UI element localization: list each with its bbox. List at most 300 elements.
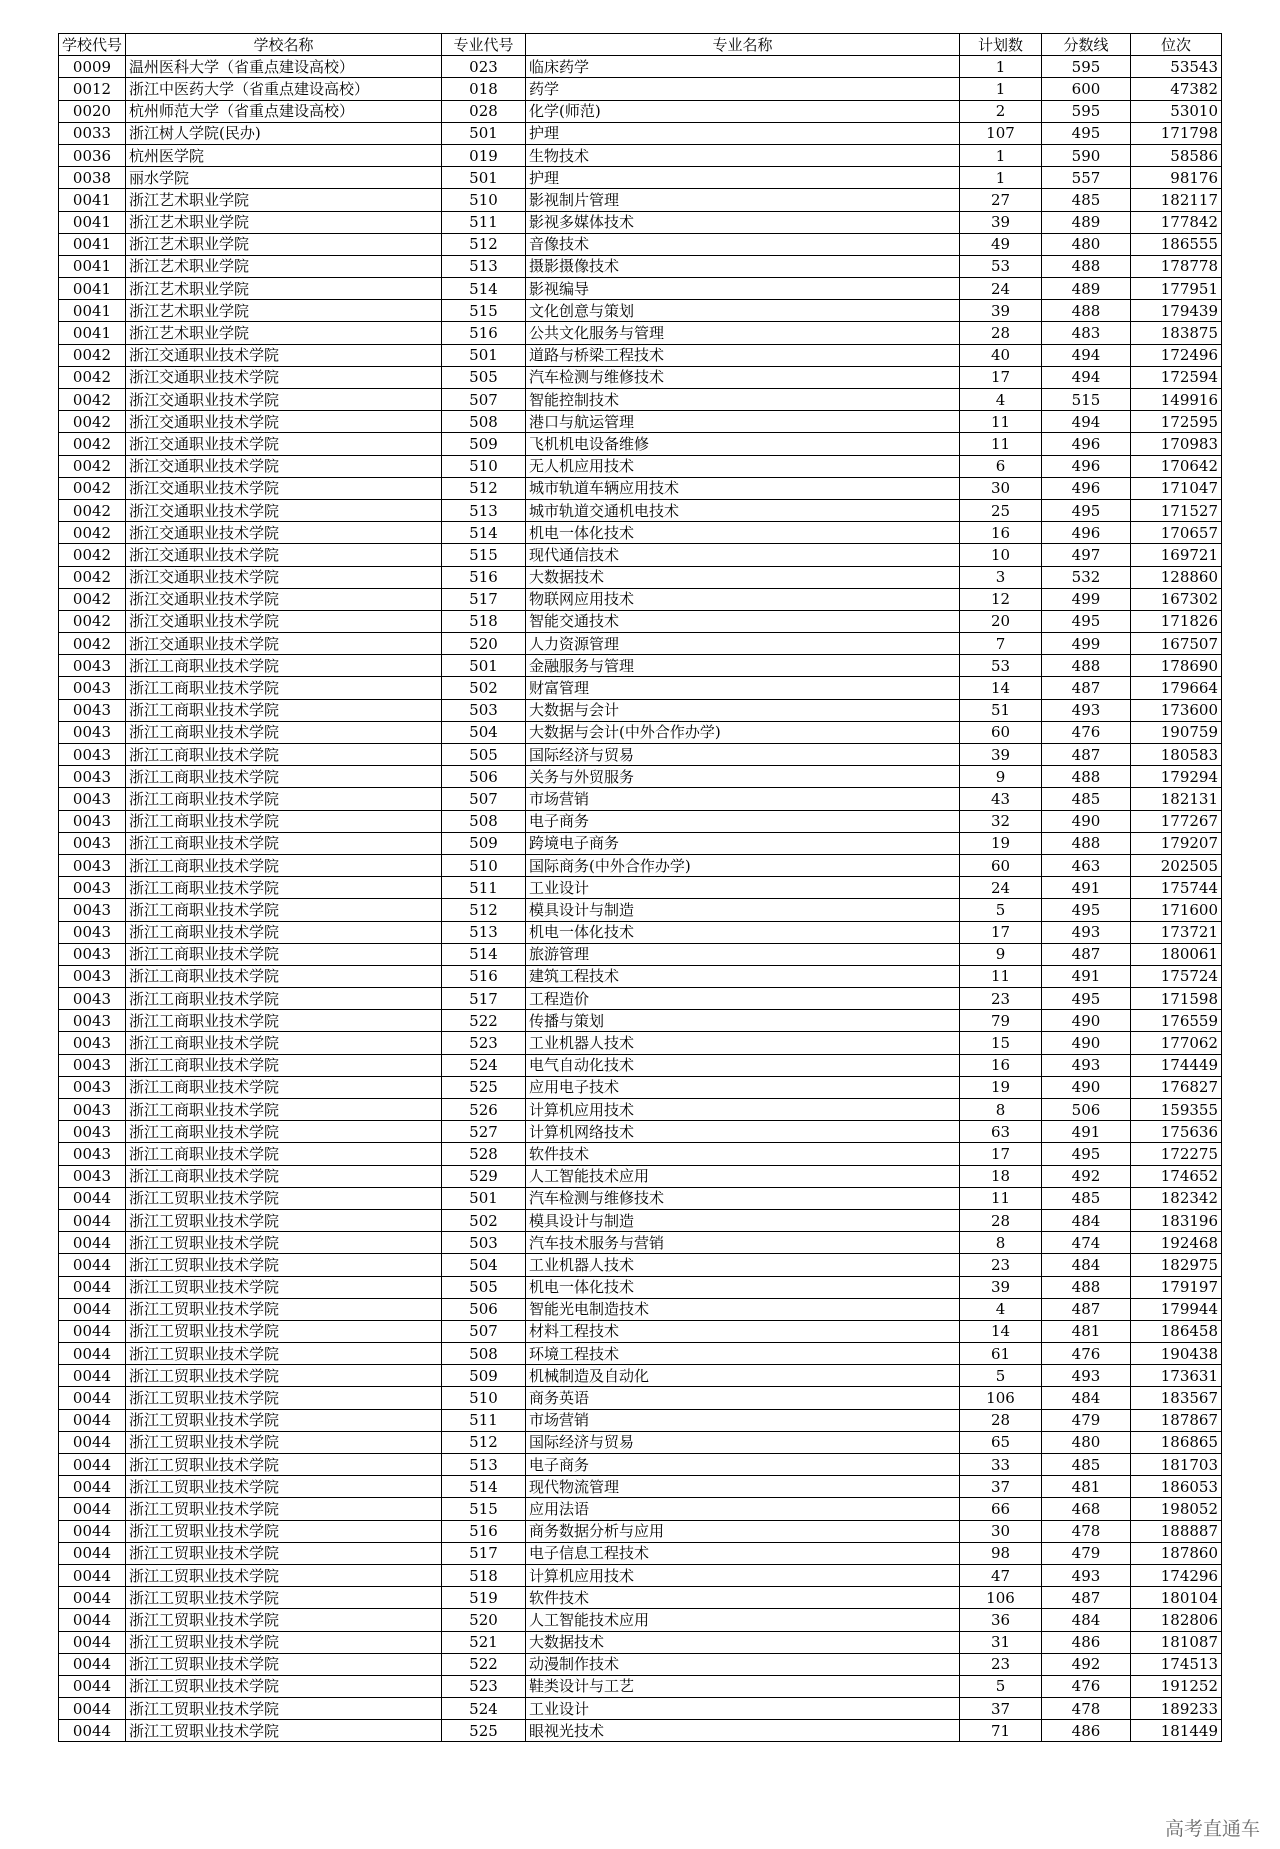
cell-major-code: 524 xyxy=(442,1054,526,1076)
table-row xyxy=(59,1698,1222,1720)
table-row xyxy=(59,1232,1222,1254)
cell-plan-count: 71 xyxy=(960,1720,1042,1742)
cell-rank: 47382 xyxy=(1131,78,1222,100)
table-row xyxy=(59,56,1222,78)
cell-plan-count: 63 xyxy=(960,1121,1042,1143)
table-row xyxy=(59,278,1222,300)
cell-plan-count: 11 xyxy=(960,1187,1042,1209)
cell-school-name: 浙江工商职业技术学院 xyxy=(126,677,442,699)
cell-rank: 172496 xyxy=(1131,344,1222,366)
cell-major-code: 529 xyxy=(442,1165,526,1187)
cell-score-line: 484 xyxy=(1042,1387,1131,1409)
cell-score-line: 557 xyxy=(1042,167,1131,189)
cell-school-name: 浙江工商职业技术学院 xyxy=(126,921,442,943)
cell-rank: 171527 xyxy=(1131,499,1222,521)
cell-plan-count: 1 xyxy=(960,56,1042,78)
cell-score-line: 487 xyxy=(1042,744,1131,766)
table-row xyxy=(59,1631,1222,1653)
cell-major-code: 515 xyxy=(442,1498,526,1520)
cell-major-name: 大数据与会计 xyxy=(526,699,960,721)
cell-major-name: 影视制片管理 xyxy=(526,189,960,211)
cell-major-code: 513 xyxy=(442,255,526,277)
cell-score-line: 479 xyxy=(1042,1409,1131,1431)
cell-plan-count: 60 xyxy=(960,721,1042,743)
cell-plan-count: 106 xyxy=(960,1387,1042,1409)
cell-plan-count: 65 xyxy=(960,1431,1042,1453)
cell-score-line: 481 xyxy=(1042,1320,1131,1342)
cell-major-code: 504 xyxy=(442,1254,526,1276)
cell-plan-count: 17 xyxy=(960,1143,1042,1165)
cell-score-line: 496 xyxy=(1042,455,1131,477)
cell-score-line: 494 xyxy=(1042,411,1131,433)
cell-plan-count: 2 xyxy=(960,100,1042,122)
cell-score-line: 532 xyxy=(1042,566,1131,588)
cell-school-name: 浙江工贸职业技术学院 xyxy=(126,1298,442,1320)
cell-school-code: 0033 xyxy=(59,122,126,144)
cell-major-code: 505 xyxy=(442,366,526,388)
cell-score-line: 493 xyxy=(1042,921,1131,943)
cell-rank: 179207 xyxy=(1131,832,1222,854)
cell-school-code: 0042 xyxy=(59,633,126,655)
cell-plan-count: 106 xyxy=(960,1587,1042,1609)
cell-plan-count: 53 xyxy=(960,255,1042,277)
cell-plan-count: 107 xyxy=(960,122,1042,144)
cell-major-name: 人工智能技术应用 xyxy=(526,1165,960,1187)
cell-score-line: 488 xyxy=(1042,300,1131,322)
cell-major-name: 人力资源管理 xyxy=(526,633,960,655)
cell-score-line: 495 xyxy=(1042,899,1131,921)
cell-major-code: 515 xyxy=(442,544,526,566)
cell-major-name: 财富管理 xyxy=(526,677,960,699)
cell-school-name: 浙江工商职业技术学院 xyxy=(126,721,442,743)
cell-major-code: 508 xyxy=(442,810,526,832)
cell-major-code: 503 xyxy=(442,699,526,721)
cell-major-name: 工程造价 xyxy=(526,988,960,1010)
cell-plan-count: 3 xyxy=(960,566,1042,588)
cell-plan-count: 17 xyxy=(960,921,1042,943)
cell-major-code: 516 xyxy=(442,1520,526,1542)
table-header xyxy=(59,34,1222,56)
cell-major-name: 大数据与会计(中外合作办学) xyxy=(526,721,960,743)
cell-major-name: 智能光电制造技术 xyxy=(526,1298,960,1320)
table-row xyxy=(59,1675,1222,1697)
cell-major-name: 应用电子技术 xyxy=(526,1076,960,1098)
cell-school-code: 0044 xyxy=(59,1520,126,1542)
cell-rank: 181449 xyxy=(1131,1720,1222,1742)
cell-rank: 186053 xyxy=(1131,1476,1222,1498)
cell-school-code: 0043 xyxy=(59,1099,126,1121)
cell-major-name: 跨境电子商务 xyxy=(526,832,960,854)
cell-rank: 180583 xyxy=(1131,744,1222,766)
cell-rank: 187867 xyxy=(1131,1409,1222,1431)
cell-score-line: 595 xyxy=(1042,100,1131,122)
cell-school-code: 0042 xyxy=(59,411,126,433)
table-row xyxy=(59,1454,1222,1476)
cell-major-code: 507 xyxy=(442,1320,526,1342)
table-row xyxy=(59,1609,1222,1631)
cell-major-code: 522 xyxy=(442,1010,526,1032)
cell-plan-count: 36 xyxy=(960,1609,1042,1631)
cell-rank: 190759 xyxy=(1131,721,1222,743)
cell-rank: 53010 xyxy=(1131,100,1222,122)
cell-major-name: 商务英语 xyxy=(526,1387,960,1409)
cell-school-code: 0043 xyxy=(59,744,126,766)
cell-school-code: 0042 xyxy=(59,499,126,521)
cell-score-line: 488 xyxy=(1042,255,1131,277)
cell-rank: 177267 xyxy=(1131,810,1222,832)
cell-score-line: 484 xyxy=(1042,1209,1131,1231)
cell-school-name: 浙江工商职业技术学院 xyxy=(126,699,442,721)
cell-major-code: 510 xyxy=(442,1387,526,1409)
cell-plan-count: 39 xyxy=(960,744,1042,766)
cell-major-name: 工业机器人技术 xyxy=(526,1032,960,1054)
cell-school-name: 浙江交通职业技术学院 xyxy=(126,477,442,499)
cell-rank: 177951 xyxy=(1131,278,1222,300)
cell-rank: 179439 xyxy=(1131,300,1222,322)
table-row xyxy=(59,1209,1222,1231)
cell-rank: 192468 xyxy=(1131,1232,1222,1254)
cell-rank: 187860 xyxy=(1131,1542,1222,1564)
cell-rank: 181087 xyxy=(1131,1631,1222,1653)
cell-school-code: 0043 xyxy=(59,1165,126,1187)
cell-school-code: 0042 xyxy=(59,433,126,455)
cell-school-name: 浙江交通职业技术学院 xyxy=(126,588,442,610)
cell-school-code: 0043 xyxy=(59,965,126,987)
cell-major-name: 化学(师范) xyxy=(526,100,960,122)
cell-school-name: 浙江工商职业技术学院 xyxy=(126,1010,442,1032)
cell-major-code: 513 xyxy=(442,1454,526,1476)
cell-school-code: 0044 xyxy=(59,1409,126,1431)
cell-major-name: 大数据技术 xyxy=(526,566,960,588)
cell-score-line: 480 xyxy=(1042,1431,1131,1453)
table-row xyxy=(59,167,1222,189)
cell-school-name: 浙江工商职业技术学院 xyxy=(126,766,442,788)
cell-school-code: 0044 xyxy=(59,1431,126,1453)
cell-rank: 171047 xyxy=(1131,477,1222,499)
cell-score-line: 492 xyxy=(1042,1653,1131,1675)
cell-plan-count: 39 xyxy=(960,300,1042,322)
cell-plan-count: 33 xyxy=(960,1454,1042,1476)
cell-score-line: 493 xyxy=(1042,1054,1131,1076)
cell-rank: 174296 xyxy=(1131,1564,1222,1586)
cell-school-name: 浙江工贸职业技术学院 xyxy=(126,1564,442,1586)
cell-major-code: 506 xyxy=(442,1298,526,1320)
cell-score-line: 494 xyxy=(1042,366,1131,388)
cell-rank: 176827 xyxy=(1131,1076,1222,1098)
cell-rank: 178690 xyxy=(1131,655,1222,677)
cell-score-line: 487 xyxy=(1042,1587,1131,1609)
cell-school-name: 丽水学院 xyxy=(126,167,442,189)
cell-major-code: 514 xyxy=(442,1476,526,1498)
table-row xyxy=(59,655,1222,677)
cell-major-name: 影视多媒体技术 xyxy=(526,211,960,233)
cell-plan-count: 60 xyxy=(960,854,1042,876)
cell-plan-count: 28 xyxy=(960,1409,1042,1431)
cell-major-code: 501 xyxy=(442,167,526,189)
cell-rank: 183875 xyxy=(1131,322,1222,344)
cell-plan-count: 24 xyxy=(960,278,1042,300)
cell-school-code: 0044 xyxy=(59,1542,126,1564)
cell-school-code: 0042 xyxy=(59,455,126,477)
header-rank: 位次 xyxy=(1131,34,1222,56)
cell-rank: 171826 xyxy=(1131,610,1222,632)
cell-plan-count: 5 xyxy=(960,899,1042,921)
cell-plan-count: 17 xyxy=(960,366,1042,388)
cell-major-name: 智能控制技术 xyxy=(526,389,960,411)
cell-major-name: 机电一体化技术 xyxy=(526,522,960,544)
cell-major-code: 019 xyxy=(442,144,526,166)
cell-score-line: 490 xyxy=(1042,1010,1131,1032)
cell-plan-count: 14 xyxy=(960,677,1042,699)
cell-major-name: 计算机应用技术 xyxy=(526,1564,960,1586)
cell-score-line: 468 xyxy=(1042,1498,1131,1520)
cell-plan-count: 23 xyxy=(960,1254,1042,1276)
cell-score-line: 484 xyxy=(1042,1609,1131,1631)
cell-major-name: 电子商务 xyxy=(526,1454,960,1476)
cell-major-code: 512 xyxy=(442,899,526,921)
cell-major-name: 机械制造及自动化 xyxy=(526,1365,960,1387)
cell-school-code: 0041 xyxy=(59,322,126,344)
table-row xyxy=(59,1143,1222,1165)
cell-score-line: 484 xyxy=(1042,1254,1131,1276)
table-row xyxy=(59,1121,1222,1143)
cell-score-line: 506 xyxy=(1042,1099,1131,1121)
cell-score-line: 491 xyxy=(1042,965,1131,987)
cell-major-code: 513 xyxy=(442,921,526,943)
cell-school-code: 0043 xyxy=(59,699,126,721)
cell-school-name: 浙江工商职业技术学院 xyxy=(126,877,442,899)
table-row xyxy=(59,1032,1222,1054)
cell-major-code: 501 xyxy=(442,122,526,144)
cell-major-code: 501 xyxy=(442,1187,526,1209)
cell-score-line: 478 xyxy=(1042,1520,1131,1542)
header-row xyxy=(59,34,1222,56)
cell-rank: 159355 xyxy=(1131,1099,1222,1121)
cell-score-line: 485 xyxy=(1042,189,1131,211)
table-row xyxy=(59,100,1222,122)
cell-school-name: 浙江工贸职业技术学院 xyxy=(126,1254,442,1276)
cell-school-name: 浙江工商职业技术学院 xyxy=(126,655,442,677)
cell-score-line: 495 xyxy=(1042,122,1131,144)
table-row xyxy=(59,144,1222,166)
cell-rank: 176559 xyxy=(1131,1010,1222,1032)
cell-school-code: 0043 xyxy=(59,788,126,810)
cell-major-name: 工业设计 xyxy=(526,1698,960,1720)
cell-major-name: 电气自动化技术 xyxy=(526,1054,960,1076)
table-row xyxy=(59,189,1222,211)
cell-score-line: 515 xyxy=(1042,389,1131,411)
watermark-text: 高考直通车 xyxy=(1164,1818,1260,1840)
table-row xyxy=(59,411,1222,433)
cell-school-code: 0044 xyxy=(59,1254,126,1276)
cell-major-name: 汽车检测与维修技术 xyxy=(526,1187,960,1209)
cell-major-code: 510 xyxy=(442,189,526,211)
cell-plan-count: 40 xyxy=(960,344,1042,366)
cell-plan-count: 16 xyxy=(960,1054,1042,1076)
cell-school-code: 0043 xyxy=(59,943,126,965)
cell-major-code: 506 xyxy=(442,766,526,788)
cell-school-code: 0043 xyxy=(59,877,126,899)
cell-school-name: 浙江工贸职业技术学院 xyxy=(126,1587,442,1609)
cell-major-code: 514 xyxy=(442,278,526,300)
table-row xyxy=(59,344,1222,366)
cell-plan-count: 15 xyxy=(960,1032,1042,1054)
cell-major-code: 520 xyxy=(442,1609,526,1631)
cell-school-name: 浙江工贸职业技术学院 xyxy=(126,1698,442,1720)
cell-school-code: 0044 xyxy=(59,1187,126,1209)
cell-school-code: 0043 xyxy=(59,854,126,876)
cell-school-name: 浙江工商职业技术学院 xyxy=(126,965,442,987)
cell-major-code: 511 xyxy=(442,211,526,233)
cell-major-code: 517 xyxy=(442,588,526,610)
cell-score-line: 590 xyxy=(1042,144,1131,166)
cell-plan-count: 23 xyxy=(960,988,1042,1010)
cell-rank: 175724 xyxy=(1131,965,1222,987)
cell-major-name: 智能交通技术 xyxy=(526,610,960,632)
cell-major-code: 517 xyxy=(442,1542,526,1564)
cell-school-name: 浙江工贸职业技术学院 xyxy=(126,1409,442,1431)
cell-plan-count: 66 xyxy=(960,1498,1042,1520)
cell-major-name: 电子信息工程技术 xyxy=(526,1542,960,1564)
table-row xyxy=(59,1276,1222,1298)
cell-major-code: 508 xyxy=(442,1343,526,1365)
table-body xyxy=(59,56,1222,1742)
cell-rank: 173721 xyxy=(1131,921,1222,943)
cell-major-code: 028 xyxy=(442,100,526,122)
cell-major-code: 515 xyxy=(442,300,526,322)
cell-score-line: 479 xyxy=(1042,1542,1131,1564)
cell-rank: 174449 xyxy=(1131,1054,1222,1076)
cell-school-name: 浙江工商职业技术学院 xyxy=(126,744,442,766)
cell-rank: 179294 xyxy=(1131,766,1222,788)
cell-major-name: 人工智能技术应用 xyxy=(526,1609,960,1631)
cell-school-name: 浙江工贸职业技术学院 xyxy=(126,1320,442,1342)
cell-school-name: 浙江交通职业技术学院 xyxy=(126,389,442,411)
cell-school-code: 0044 xyxy=(59,1454,126,1476)
cell-school-name: 浙江工贸职业技术学院 xyxy=(126,1431,442,1453)
cell-major-name: 动漫制作技术 xyxy=(526,1653,960,1675)
header-plan-count: 计划数 xyxy=(960,34,1042,56)
cell-plan-count: 1 xyxy=(960,144,1042,166)
cell-school-code: 0043 xyxy=(59,1143,126,1165)
cell-school-code: 0044 xyxy=(59,1365,126,1387)
cell-major-code: 505 xyxy=(442,744,526,766)
cell-rank: 190438 xyxy=(1131,1343,1222,1365)
cell-rank: 177842 xyxy=(1131,211,1222,233)
cell-rank: 170642 xyxy=(1131,455,1222,477)
cell-plan-count: 11 xyxy=(960,411,1042,433)
cell-school-code: 0041 xyxy=(59,255,126,277)
table-row xyxy=(59,544,1222,566)
header-school-name: 学校名称 xyxy=(126,34,442,56)
cell-major-code: 512 xyxy=(442,233,526,255)
table-row xyxy=(59,522,1222,544)
cell-plan-count: 19 xyxy=(960,1076,1042,1098)
cell-school-name: 浙江交通职业技术学院 xyxy=(126,566,442,588)
cell-plan-count: 25 xyxy=(960,499,1042,521)
cell-school-name: 浙江艺术职业学院 xyxy=(126,211,442,233)
table-row xyxy=(59,588,1222,610)
header-school-code: 学校代号 xyxy=(59,34,126,56)
cell-plan-count: 7 xyxy=(960,633,1042,655)
table-row xyxy=(59,965,1222,987)
table-row xyxy=(59,1010,1222,1032)
cell-plan-count: 9 xyxy=(960,943,1042,965)
table-row xyxy=(59,1365,1222,1387)
cell-plan-count: 32 xyxy=(960,810,1042,832)
cell-school-name: 浙江交通职业技术学院 xyxy=(126,522,442,544)
cell-major-code: 516 xyxy=(442,322,526,344)
table-row xyxy=(59,766,1222,788)
cell-major-name: 大数据技术 xyxy=(526,1631,960,1653)
cell-score-line: 491 xyxy=(1042,1121,1131,1143)
cell-major-code: 505 xyxy=(442,1276,526,1298)
cell-major-name: 关务与外贸服务 xyxy=(526,766,960,788)
cell-school-name: 浙江工贸职业技术学院 xyxy=(126,1720,442,1742)
cell-major-name: 旅游管理 xyxy=(526,943,960,965)
cell-school-name: 浙江交通职业技术学院 xyxy=(126,411,442,433)
cell-school-name: 浙江工商职业技术学院 xyxy=(126,788,442,810)
cell-school-name: 浙江交通职业技术学院 xyxy=(126,610,442,632)
cell-school-name: 浙江艺术职业学院 xyxy=(126,322,442,344)
cell-score-line: 474 xyxy=(1042,1232,1131,1254)
cell-major-name: 模具设计与制造 xyxy=(526,899,960,921)
cell-plan-count: 4 xyxy=(960,389,1042,411)
cell-plan-count: 23 xyxy=(960,1653,1042,1675)
cell-score-line: 463 xyxy=(1042,854,1131,876)
table-row xyxy=(59,1564,1222,1586)
table-row xyxy=(59,1254,1222,1276)
cell-plan-count: 30 xyxy=(960,477,1042,499)
cell-major-name: 应用法语 xyxy=(526,1498,960,1520)
cell-school-name: 浙江工贸职业技术学院 xyxy=(126,1542,442,1564)
cell-school-code: 0044 xyxy=(59,1387,126,1409)
cell-major-code: 507 xyxy=(442,788,526,810)
cell-major-name: 鞋类设计与工艺 xyxy=(526,1675,960,1697)
cell-plan-count: 28 xyxy=(960,322,1042,344)
cell-school-code: 0041 xyxy=(59,300,126,322)
cell-school-name: 浙江工商职业技术学院 xyxy=(126,1076,442,1098)
cell-major-name: 机电一体化技术 xyxy=(526,1276,960,1298)
cell-school-code: 0044 xyxy=(59,1631,126,1653)
cell-major-name: 传播与策划 xyxy=(526,1010,960,1032)
cell-plan-count: 53 xyxy=(960,655,1042,677)
table-row xyxy=(59,677,1222,699)
cell-score-line: 495 xyxy=(1042,499,1131,521)
cell-school-code: 0042 xyxy=(59,366,126,388)
cell-major-name: 计算机应用技术 xyxy=(526,1099,960,1121)
cell-major-name: 模具设计与制造 xyxy=(526,1209,960,1231)
cell-score-line: 478 xyxy=(1042,1698,1131,1720)
cell-rank: 167507 xyxy=(1131,633,1222,655)
cell-major-code: 502 xyxy=(442,677,526,699)
cell-rank: 182342 xyxy=(1131,1187,1222,1209)
cell-school-name: 浙江工商职业技术学院 xyxy=(126,1143,442,1165)
table-row xyxy=(59,1343,1222,1365)
cell-score-line: 496 xyxy=(1042,522,1131,544)
cell-school-name: 浙江工贸职业技术学院 xyxy=(126,1187,442,1209)
cell-school-code: 0043 xyxy=(59,921,126,943)
cell-school-code: 0043 xyxy=(59,1032,126,1054)
cell-school-name: 浙江交通职业技术学院 xyxy=(126,544,442,566)
cell-school-code: 0042 xyxy=(59,610,126,632)
cell-major-name: 金融服务与管理 xyxy=(526,655,960,677)
cell-score-line: 480 xyxy=(1042,233,1131,255)
cell-school-code: 0044 xyxy=(59,1720,126,1742)
cell-school-code: 0044 xyxy=(59,1343,126,1365)
cell-school-name: 浙江工商职业技术学院 xyxy=(126,1099,442,1121)
cell-major-code: 513 xyxy=(442,499,526,521)
